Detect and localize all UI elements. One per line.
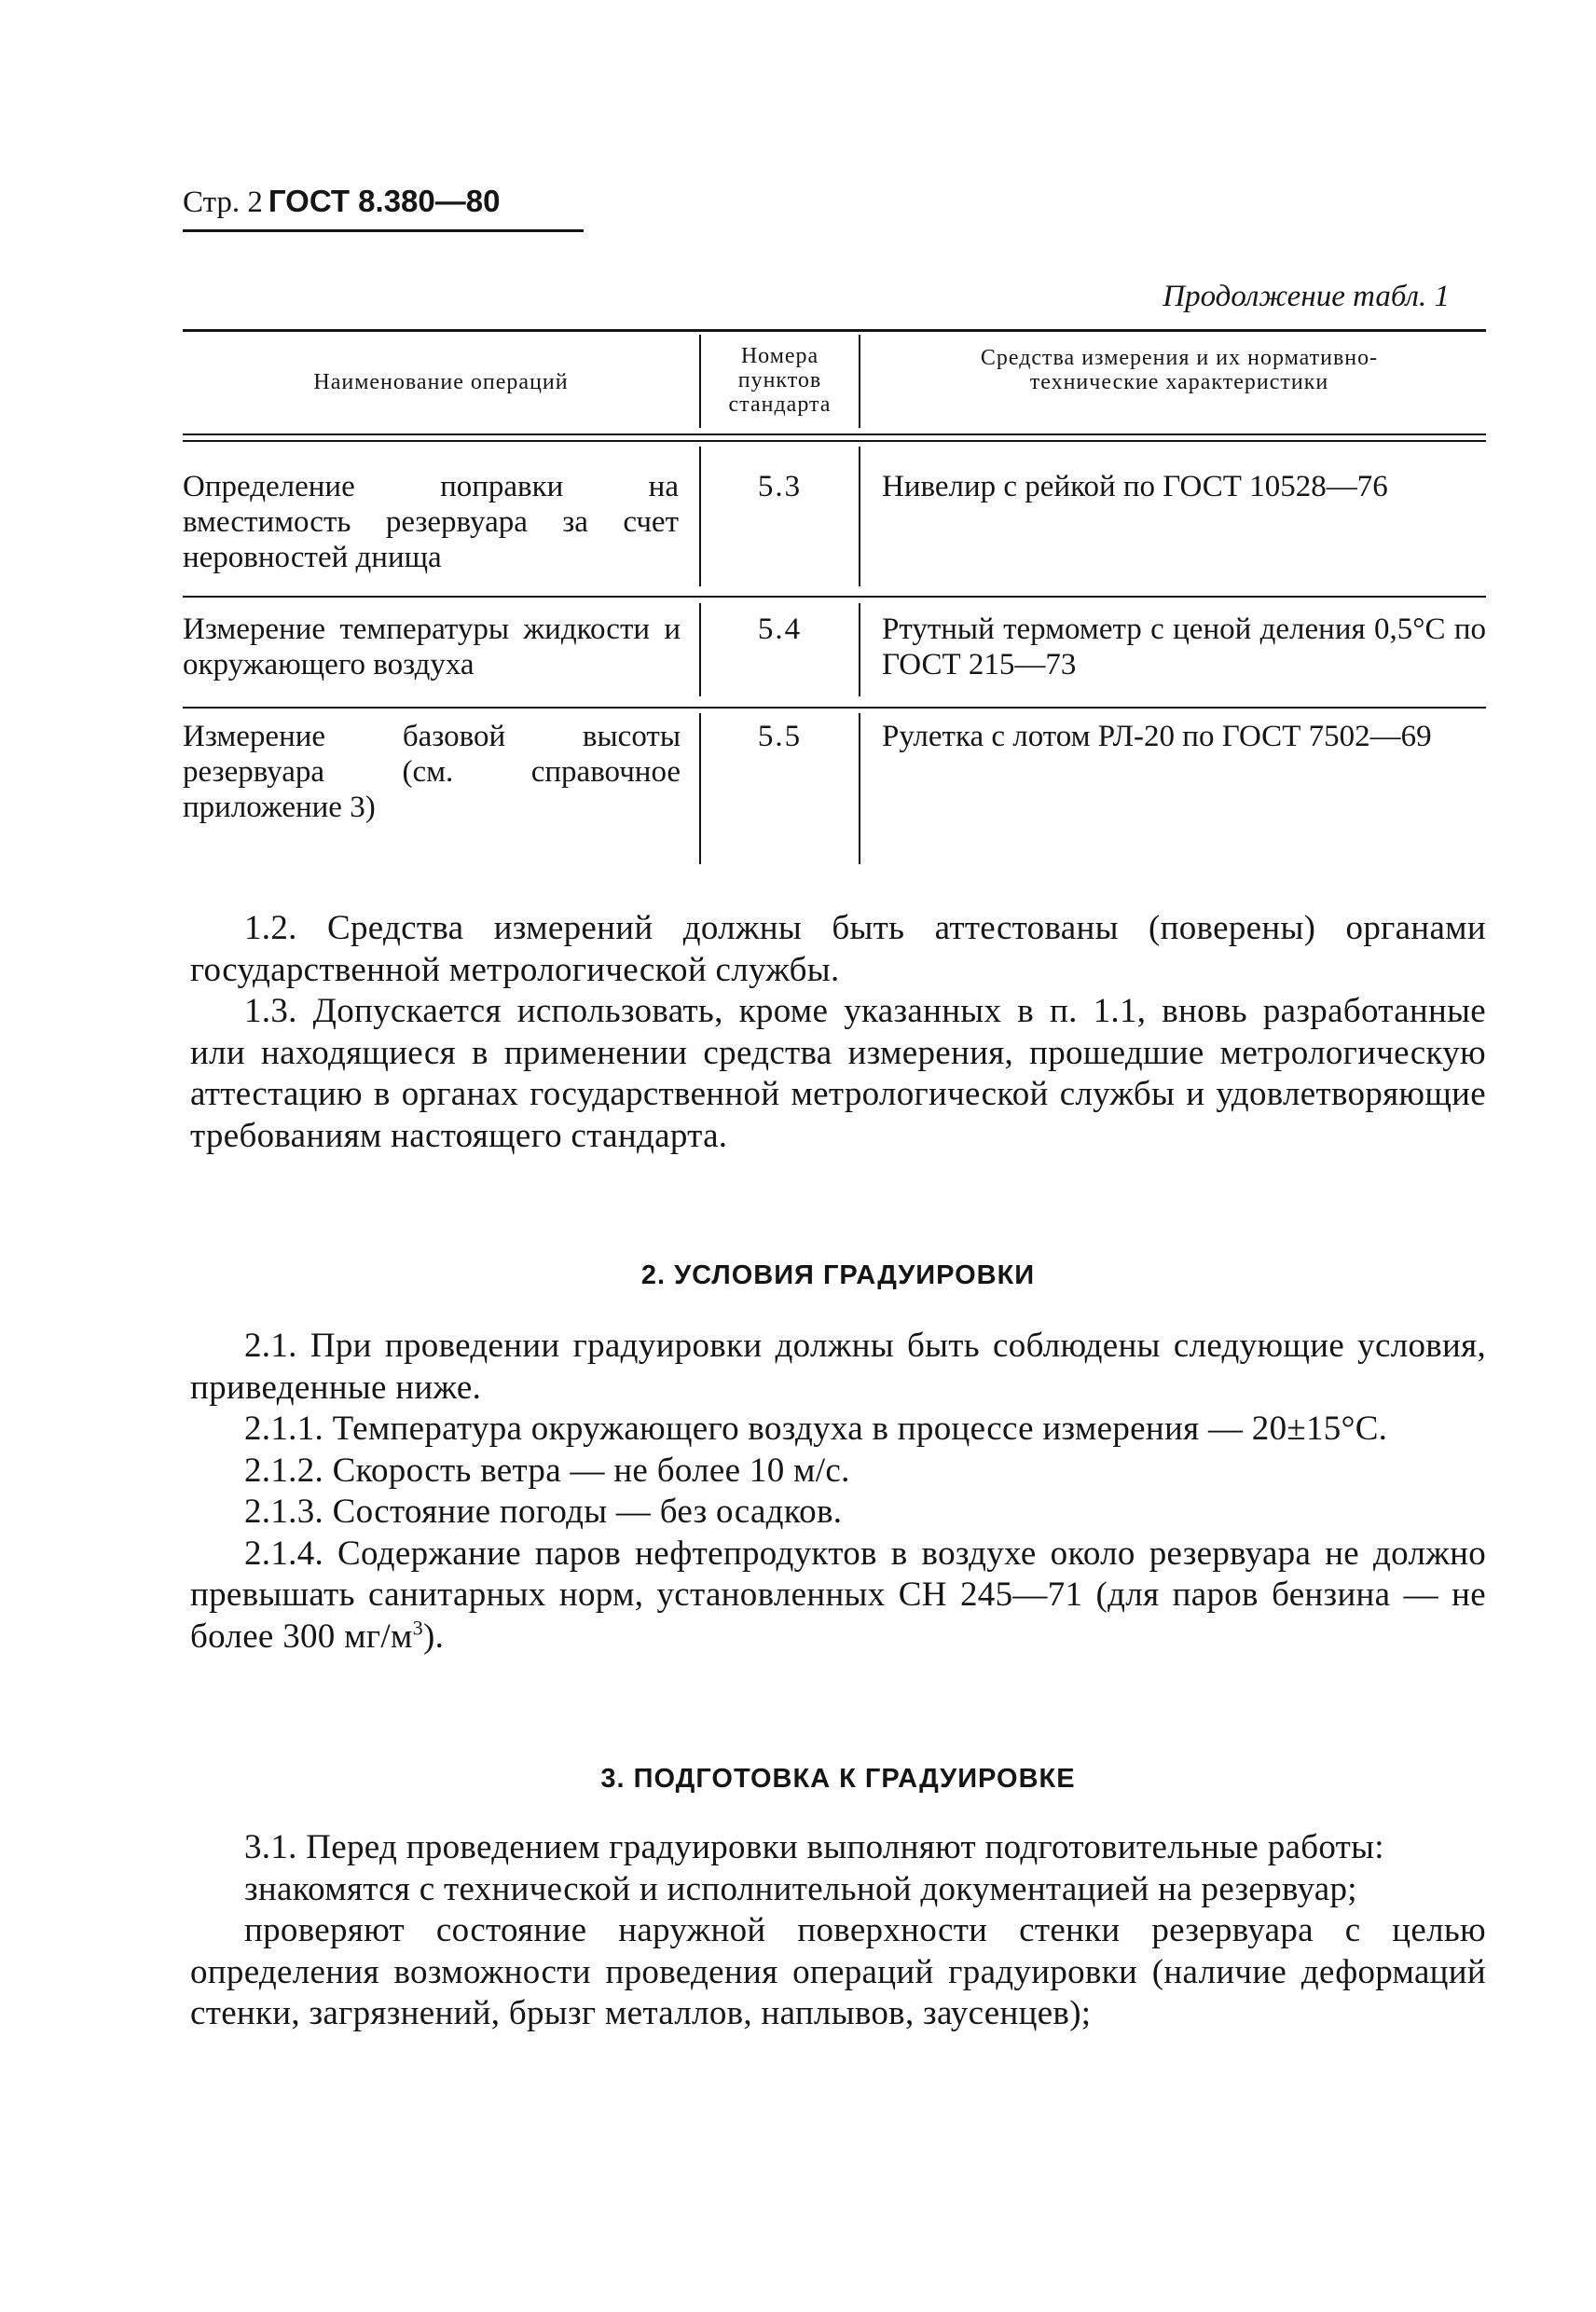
table-caption: Продолжение табл. 1 [1163,280,1450,313]
paragraph: 1.3. Допускается использовать, кроме указанных в п. 1.1, вновь разработанные или находящиеся в применении средства измерения, прошедшие метрологическую аттестацию в органах государственной метрологической службы и удовлетворяющие требованиям настоящего стандарта. [190,992,1486,1155]
column-header-item: Номера пунктов стандарта [728,344,832,417]
section-2-title: 2. УСЛОВИЯ ГРАДУИРОВКИ [640,1260,1036,1290]
table-column-divider [699,713,701,864]
table-cell-operation: Измерение температуры жидкости и окружающего воздуха [183,612,681,681]
section-2-text [190,1326,1486,1658]
superscript: 3 [412,1616,424,1640]
table-header-rule-double [183,440,1486,442]
paragraph [190,1534,1486,1658]
table-cell-item: 5.5 [757,720,803,753]
table-cell-instrument: Рулетка с лотом РЛ-20 по ГОСТ 7502—69 [882,720,1432,753]
table-column-divider [699,335,701,428]
section-1-text [190,908,1486,1157]
section-3-text [190,1827,1486,2035]
table-column-divider [859,335,860,428]
paragraph: 2.1.1. Температура окружающего воздуха в процессе измерения — 20±15°С. [244,1410,1388,1448]
section-3-title: 3. ПОДГОТОВКА К ГРАДУИРОВКЕ [600,1764,1076,1794]
paragraph: 2.1.3. Состояние погоды — без осадков. [244,1493,843,1531]
paragraph: 1.2. Средства измерений должны быть аттестованы (поверены) органами государственной метрологической службы. [190,909,1486,989]
column-header-instruments: Средства измерения и их нормативно-технические характеристики [980,346,1379,394]
paragraph: 2.1.2. Скорость ветра — не более 10 м/с. [244,1451,850,1490]
running-header [183,183,500,221]
table-cell-instrument: Нивелир с рейкой по ГОСТ 10528—76 [882,470,1388,503]
paragraph: знакомятся с технической и исполнительной документацией на резервуар; [244,1869,1357,1908]
table-column-divider [859,603,860,696]
header-rule [183,229,584,232]
paragraph: 2.1. При проведении градуировки должны быть соблюдены следующие условия, приведенные ниже. [190,1327,1486,1407]
table-cell-operation: Измерение базовой высоты резервуара (см. справочное приложение 3) [183,720,681,824]
table-header-rule [183,434,1486,435]
table-cell-instrument: Ртутный термометр с ценой деления 0,5°С по ГОСТ 215—73 [882,612,1486,681]
paragraph-text-end: ). [423,1617,445,1656]
standard-number: ГОСТ 8.380—80 [268,184,501,218]
table-column-divider [699,603,701,696]
table-column-divider [699,447,701,586]
table-cell-item: 5.3 [757,470,803,503]
paragraph: проверяют состояние наружной поверхности стенки резервуара с целью определения возможности проведения операций градуировки (наличие деформаций стенки, загрязнений, брызг металлов, наплывов, заусенцев); [190,1911,1486,2032]
table-row-divider [183,596,1486,598]
operations-table [183,329,1486,864]
column-header-operation: Наименование операций [313,370,569,394]
table-row-divider [183,707,1486,709]
page-number-label: Стр. 2 [183,186,263,219]
table-cell-item: 5.4 [757,612,803,646]
table-top-rule [183,329,1486,332]
paragraph: 3.1. Перед проведением градуировки выполняют подготовительные работы: [244,1828,1384,1866]
paragraph-text: 2.1.4. Содержание паров нефтепродуктов в воздухе около резервуара не должно превышать санитарных норм, установленных СН 245—71 (для паров бензина — не более 300 мг/м [190,1534,1486,1656]
table-column-divider [859,713,860,864]
table-column-divider [859,447,860,586]
table-cell-operation: Определение поправки на вместимость резервуара за счет неровностей днища [183,470,679,574]
